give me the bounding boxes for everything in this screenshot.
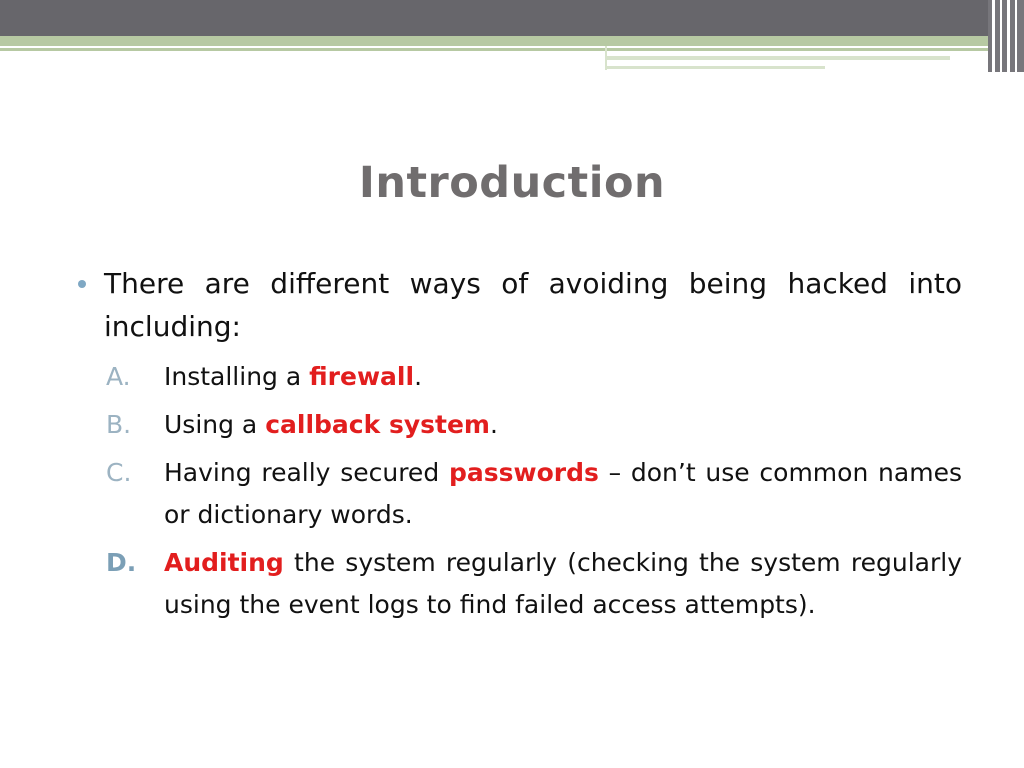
slide-body (78, 262, 962, 632)
list-item-c (106, 452, 962, 536)
main-bullet (78, 262, 962, 348)
item-text: Installing a (164, 362, 310, 391)
highlight-term: passwords (448, 458, 599, 487)
item-text: Having really secured (164, 458, 449, 487)
item-text-after: the system regularly (checking the system regularly using the event logs to find failed access attempts). (164, 548, 962, 619)
highlight-term: callback system (265, 410, 490, 439)
item-text-after: . (489, 410, 498, 439)
list-item-b (106, 404, 962, 446)
header-accent-line (605, 56, 950, 60)
highlight-term: Auditing (164, 548, 284, 577)
header-band-dark (0, 0, 1024, 36)
item-text: Using a (164, 410, 266, 439)
list-item-a (106, 356, 962, 398)
item-text-after: – don’t use common names or dictionary words. (164, 458, 962, 529)
list-marker: C. (106, 458, 132, 487)
highlight-term: firewall (309, 362, 415, 391)
list-marker: D. (106, 548, 137, 577)
bullet-dot-icon (78, 280, 86, 288)
list-marker: A. (106, 362, 131, 391)
list-marker: B. (106, 410, 132, 439)
header-band-green-thin (0, 48, 1000, 51)
header-right-stripes (988, 0, 1024, 72)
header-accent-line-2 (605, 66, 825, 69)
header-band-green (0, 36, 1024, 46)
list-item-d (106, 542, 962, 626)
item-text-after: . (414, 362, 423, 391)
slide-title: Introduction (358, 158, 666, 208)
main-bullet-text: There are different ways of avoiding being hacked into including: (104, 267, 962, 343)
sub-list (78, 356, 962, 626)
